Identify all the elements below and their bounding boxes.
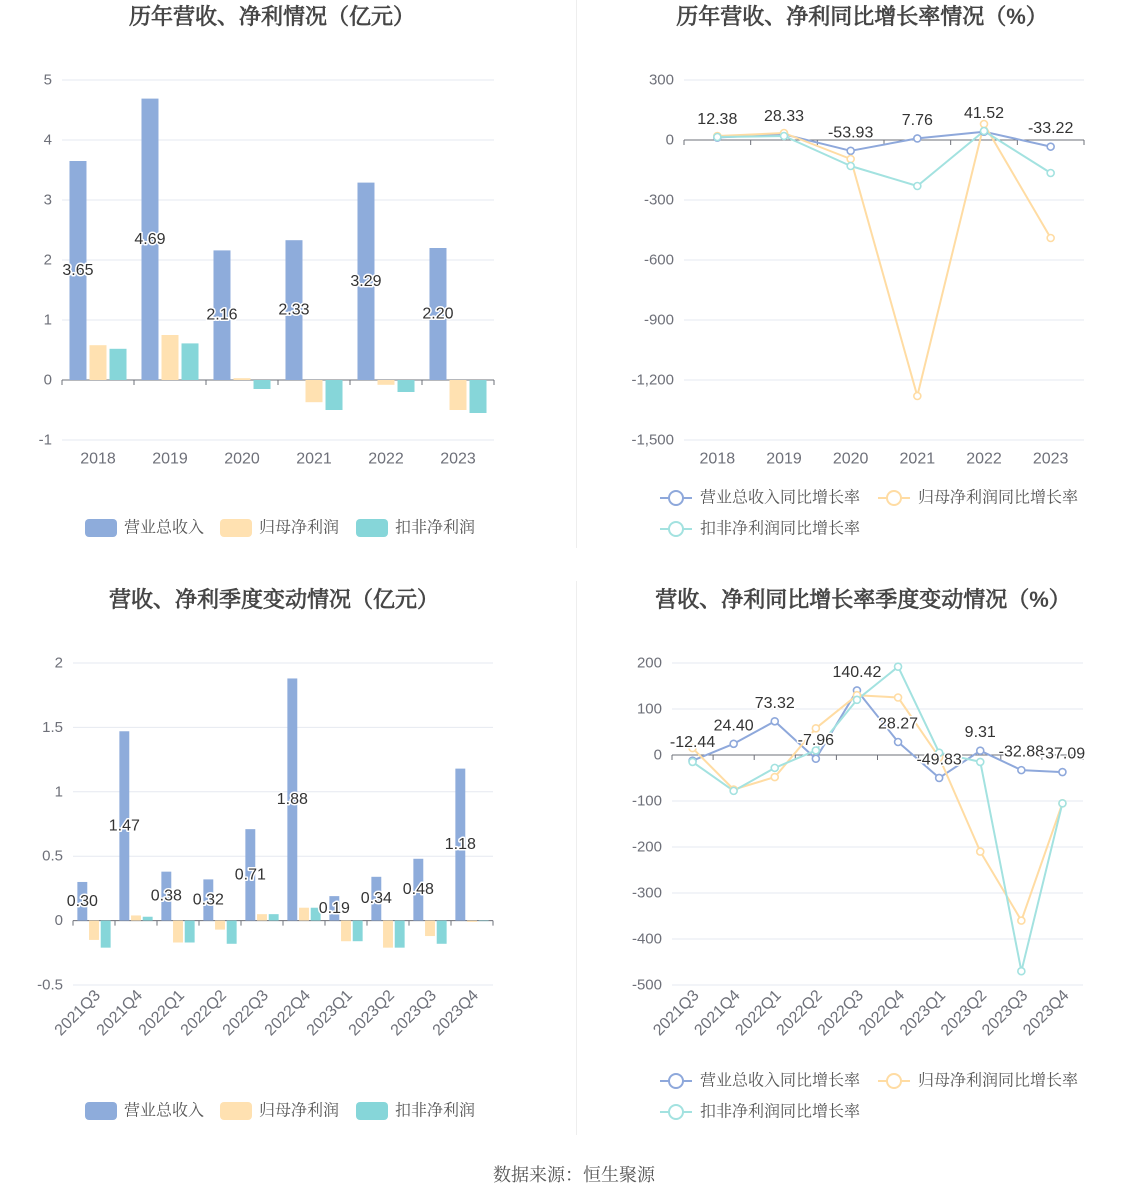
data-label: 1.88 xyxy=(276,791,308,809)
y-tick-label: -600 xyxy=(643,251,674,269)
x-tick-label: 2023Q2 xyxy=(937,986,991,1040)
annual-revenue-profit-chart xyxy=(0,0,572,560)
point-series-1-2021q4 xyxy=(730,740,737,747)
data-label: 9.31 xyxy=(964,724,996,742)
data-label: -33.22 xyxy=(1027,120,1074,138)
y-tick-label: -1 xyxy=(38,431,52,449)
point-series-1-2022q2 xyxy=(812,755,819,762)
data-label: -37.09 xyxy=(1039,745,1086,763)
data-label: 0.30 xyxy=(66,892,98,910)
y-tick-label: 100 xyxy=(636,700,662,718)
legend-label: 归母净利润 xyxy=(259,1102,340,1120)
data-label: 7.76 xyxy=(901,111,933,129)
data-label: 0.19 xyxy=(318,899,350,917)
legend-label: 营业总收入同比增长率 xyxy=(700,489,861,507)
y-tick-label: -100 xyxy=(631,792,662,810)
data-label: 41.52 xyxy=(963,105,1005,123)
data-label: 3.65 xyxy=(62,262,94,279)
data-label: 3.29 xyxy=(350,272,382,290)
y-tick-label: -500 xyxy=(631,976,662,994)
x-tick-label: 2023Q4 xyxy=(1020,986,1073,1040)
bar-series-2-2023q3 xyxy=(425,921,435,936)
data-label: 0.32 xyxy=(192,891,224,909)
legend-item xyxy=(85,518,204,538)
data-label: -7.96 xyxy=(797,732,835,750)
data-label: 0.38 xyxy=(150,887,182,905)
bar-series-2-2022q4 xyxy=(299,908,309,921)
bar-series-2-2023 xyxy=(450,380,467,410)
bar-series-3-2021q3 xyxy=(101,921,111,948)
y-tick-label: 1 xyxy=(43,311,52,329)
x-tick-label: 2023Q3 xyxy=(387,986,441,1040)
point-series-2-2023q3 xyxy=(1018,917,1025,924)
x-tick-label: 2023Q4 xyxy=(429,986,483,1040)
point-series-3-2022q1 xyxy=(771,764,778,771)
bar-series-2-2022q1 xyxy=(173,921,183,943)
bar-series-3-2021 xyxy=(326,380,343,410)
x-tick-label: 2023Q2 xyxy=(345,986,399,1040)
y-tick-label: -300 xyxy=(643,191,674,209)
bar-series-3-2022q1 xyxy=(185,921,195,943)
bar-series-2-2019 xyxy=(162,335,179,380)
x-tick-label: 2022Q1 xyxy=(135,986,189,1040)
x-tick-label: 2023 xyxy=(1032,450,1069,468)
data-label: 1.47 xyxy=(108,817,140,835)
x-tick-label: 2022Q2 xyxy=(773,986,826,1040)
bar-series-2-2021 xyxy=(306,380,323,402)
bar-series-2-2018 xyxy=(90,345,107,380)
data-label: 12.38 xyxy=(697,111,738,129)
point-series-3-2018 xyxy=(714,134,721,141)
point-series-1-2020 xyxy=(847,147,854,154)
x-tick-label: 2018 xyxy=(699,450,736,468)
x-tick-label: 2021Q4 xyxy=(691,986,744,1040)
point-series-2-2022q1 xyxy=(771,774,778,781)
point-series-3-2022q3 xyxy=(853,696,860,703)
legend-swatch xyxy=(220,1102,252,1120)
y-tick-label: 2 xyxy=(54,654,63,672)
y-tick-label: 1.5 xyxy=(42,718,63,736)
bar-series-2-2023q2 xyxy=(383,921,393,948)
y-tick-label: -400 xyxy=(631,930,662,948)
x-tick-label: 2022 xyxy=(966,450,1002,468)
data-source-note: 数据来源：恒生聚源 xyxy=(493,1165,655,1185)
bar-series-2-2021q3 xyxy=(89,921,99,940)
legend-marker xyxy=(669,522,683,536)
data-label: 140.42 xyxy=(832,663,882,681)
legend-label: 扣非净利润同比增长率 xyxy=(700,1103,861,1121)
x-tick-label: 2023Q1 xyxy=(896,986,950,1040)
quarterly-revenue-profit-chart xyxy=(0,583,572,1143)
bar-series-3-2022 xyxy=(398,380,415,392)
point-series-2-2020 xyxy=(847,156,854,163)
y-tick-label: 0 xyxy=(43,371,52,389)
y-tick-label: 0.5 xyxy=(42,847,63,865)
x-tick-label: 2021Q3 xyxy=(650,986,703,1040)
point-series-2-2023q2 xyxy=(977,848,984,855)
legend-item xyxy=(356,519,475,538)
bar-series-3-2021q4 xyxy=(143,917,153,921)
legend-item xyxy=(660,488,860,507)
point-series-3-2021q4 xyxy=(730,787,737,794)
data-label: 0.48 xyxy=(402,881,434,899)
point-series-2-2021 xyxy=(914,393,921,400)
bar-series-3-2023q1 xyxy=(353,921,363,942)
bar-series-3-2023q4 xyxy=(479,921,489,922)
data-label: 24.40 xyxy=(713,717,754,735)
data-label: 2.16 xyxy=(206,306,238,324)
bar-series-2-2022q3 xyxy=(257,914,267,920)
legend-item xyxy=(660,1071,860,1090)
legend-item xyxy=(660,1103,860,1121)
point-series-1-2023 xyxy=(1047,143,1054,150)
y-tick-label: 0 xyxy=(653,746,662,764)
legend-swatch xyxy=(85,519,117,537)
line-series-3 xyxy=(693,667,1063,972)
bar-series-2-2022 xyxy=(378,380,395,385)
point-series-2-2022q4 xyxy=(895,694,902,701)
data-label: 2.33 xyxy=(278,301,310,319)
legend-item xyxy=(878,489,1078,507)
data-label: -32.88 xyxy=(998,743,1045,761)
y-tick-label: -0.5 xyxy=(37,976,63,994)
y-tick-label: -200 xyxy=(631,838,662,856)
y-tick-label: -900 xyxy=(643,311,674,329)
data-label: 2.20 xyxy=(422,305,454,323)
legend-marker xyxy=(887,1074,901,1088)
point-series-1-2023q1 xyxy=(936,774,943,781)
legend-label: 营业总收入同比增长率 xyxy=(700,1072,861,1090)
x-tick-label: 2021Q3 xyxy=(51,986,105,1040)
bar-series-2-2021q4 xyxy=(131,915,141,920)
x-tick-label: 2022Q4 xyxy=(855,986,909,1040)
y-tick-label: 4 xyxy=(43,131,52,149)
point-series-1-2021 xyxy=(914,135,921,142)
legend-label: 扣非净利润 xyxy=(395,1102,476,1120)
legend-label: 营业总收入 xyxy=(124,519,205,537)
y-tick-label: -1,200 xyxy=(631,371,674,389)
data-label: 0.34 xyxy=(360,890,392,908)
bar-series-3-2020 xyxy=(254,380,271,389)
x-tick-label: 2021 xyxy=(899,450,936,468)
legend-swatch xyxy=(356,519,388,537)
data-label: 1.18 xyxy=(444,836,476,854)
x-tick-label: 2019 xyxy=(152,450,188,468)
annual-growth-rate-panel xyxy=(576,0,1148,560)
x-tick-label: 2023 xyxy=(440,450,476,468)
y-tick-label: -1,500 xyxy=(631,431,674,449)
bar-series-3-2023q2 xyxy=(395,921,405,948)
bar-series-2-2020 xyxy=(234,378,251,380)
x-tick-label: 2022Q3 xyxy=(814,986,867,1040)
legend-label: 归母净利润同比增长率 xyxy=(918,1072,1079,1090)
bar-series-3-2022q3 xyxy=(269,914,279,920)
data-label: 0.71 xyxy=(234,866,266,884)
point-series-1-2022q4 xyxy=(895,738,902,745)
point-series-1-2022q1 xyxy=(771,718,778,725)
bar-series-2-2023q1 xyxy=(341,921,351,942)
x-tick-label: 2022Q3 xyxy=(219,986,273,1040)
annual-revenue-profit-panel xyxy=(0,0,572,560)
bar-series-3-2019 xyxy=(182,343,199,380)
x-tick-label: 2020 xyxy=(832,450,869,468)
legend-label: 营业总收入 xyxy=(124,1102,205,1120)
annual-growth-rate-chart xyxy=(576,0,1148,560)
x-tick-label: 2022Q2 xyxy=(177,986,231,1040)
y-tick-label: 300 xyxy=(648,71,674,89)
legend-marker xyxy=(669,1074,683,1088)
data-label: -49.83 xyxy=(916,751,962,769)
quarterly-growth-rate-panel xyxy=(576,583,1148,1143)
point-series-3-2023q3 xyxy=(1018,968,1025,975)
legend-marker xyxy=(669,491,683,505)
x-tick-label: 2022Q1 xyxy=(732,986,785,1040)
point-series-3-2023q4 xyxy=(1059,800,1066,807)
legend-label: 扣非净利润同比增长率 xyxy=(700,520,861,538)
legend-swatch xyxy=(85,1102,117,1120)
x-tick-label: 2019 xyxy=(766,450,802,468)
point-series-3-2021 xyxy=(914,183,921,190)
line-series-3 xyxy=(717,131,1050,186)
legend-item xyxy=(220,1102,339,1121)
data-label: 28.27 xyxy=(878,715,919,733)
y-tick-label: 3 xyxy=(43,191,52,209)
bar-series-3-2018 xyxy=(110,349,127,380)
chart-title: 营收、净利同比增长率季度变动情况（%） xyxy=(655,587,1071,612)
data-label: 4.69 xyxy=(134,230,166,248)
legend-label: 归母净利润 xyxy=(259,519,340,537)
point-series-1-2023q2 xyxy=(977,747,984,754)
x-tick-label: 2021 xyxy=(296,450,332,468)
x-tick-label: 2021Q4 xyxy=(93,986,147,1040)
point-series-3-2023 xyxy=(1047,170,1054,177)
bar-series-3-2022q2 xyxy=(227,921,237,944)
point-series-3-2019 xyxy=(781,133,788,140)
point-series-1-2023q3 xyxy=(1018,767,1025,774)
bar-series-2-2022q2 xyxy=(215,921,225,930)
legend-item xyxy=(85,1101,204,1121)
y-tick-label: 0 xyxy=(54,912,63,930)
y-tick-label: 5 xyxy=(43,71,52,89)
chart-title: 营收、净利季度变动情况（亿元） xyxy=(108,587,439,612)
quarterly-revenue-profit-panel xyxy=(0,583,572,1143)
chart-title: 历年营收、净利同比增长率情况（%） xyxy=(676,4,1048,29)
point-series-3-2021q3 xyxy=(689,758,696,765)
legend-marker xyxy=(887,491,901,505)
data-label: 28.33 xyxy=(763,107,805,125)
x-tick-label: 2020 xyxy=(224,450,260,468)
bar-series-2-2023q4 xyxy=(467,921,477,922)
legend-item xyxy=(220,519,339,538)
y-tick-label: 200 xyxy=(636,654,662,672)
x-tick-label: 2023Q3 xyxy=(979,986,1032,1040)
legend-label: 扣非净利润 xyxy=(395,519,476,537)
chart-title: 历年营收、净利情况（亿元） xyxy=(128,4,415,29)
point-series-2-2023 xyxy=(1047,235,1054,242)
legend-swatch xyxy=(220,519,252,537)
point-series-3-2022 xyxy=(981,128,988,135)
data-label: 73.32 xyxy=(754,694,795,712)
legend-swatch xyxy=(356,1102,388,1120)
data-label: -53.93 xyxy=(827,124,874,142)
point-series-1-2023q4 xyxy=(1059,769,1066,776)
data-label: -12.44 xyxy=(669,734,716,752)
legend-label: 归母净利润同比增长率 xyxy=(918,489,1079,507)
y-tick-label: 2 xyxy=(43,251,52,269)
legend-item xyxy=(356,1102,475,1121)
legend-item xyxy=(878,1072,1078,1090)
legend-marker xyxy=(669,1105,683,1119)
y-tick-label: 1 xyxy=(54,783,63,801)
quarterly-growth-rate-chart xyxy=(576,583,1148,1143)
point-series-3-2020 xyxy=(847,163,854,170)
point-series-2-2022q2 xyxy=(812,725,819,732)
bar-series-3-2023 xyxy=(470,380,487,413)
y-tick-label: -300 xyxy=(631,884,662,902)
bar-series-3-2023q3 xyxy=(437,921,447,944)
point-series-3-2023q2 xyxy=(977,758,984,765)
x-tick-label: 2022Q4 xyxy=(261,986,315,1040)
y-tick-label: 0 xyxy=(665,131,674,149)
x-tick-label: 2022 xyxy=(368,450,404,468)
legend-item xyxy=(660,520,860,538)
point-series-3-2022q4 xyxy=(895,663,902,670)
x-tick-label: 2018 xyxy=(80,450,116,468)
x-tick-label: 2023Q1 xyxy=(303,986,357,1040)
